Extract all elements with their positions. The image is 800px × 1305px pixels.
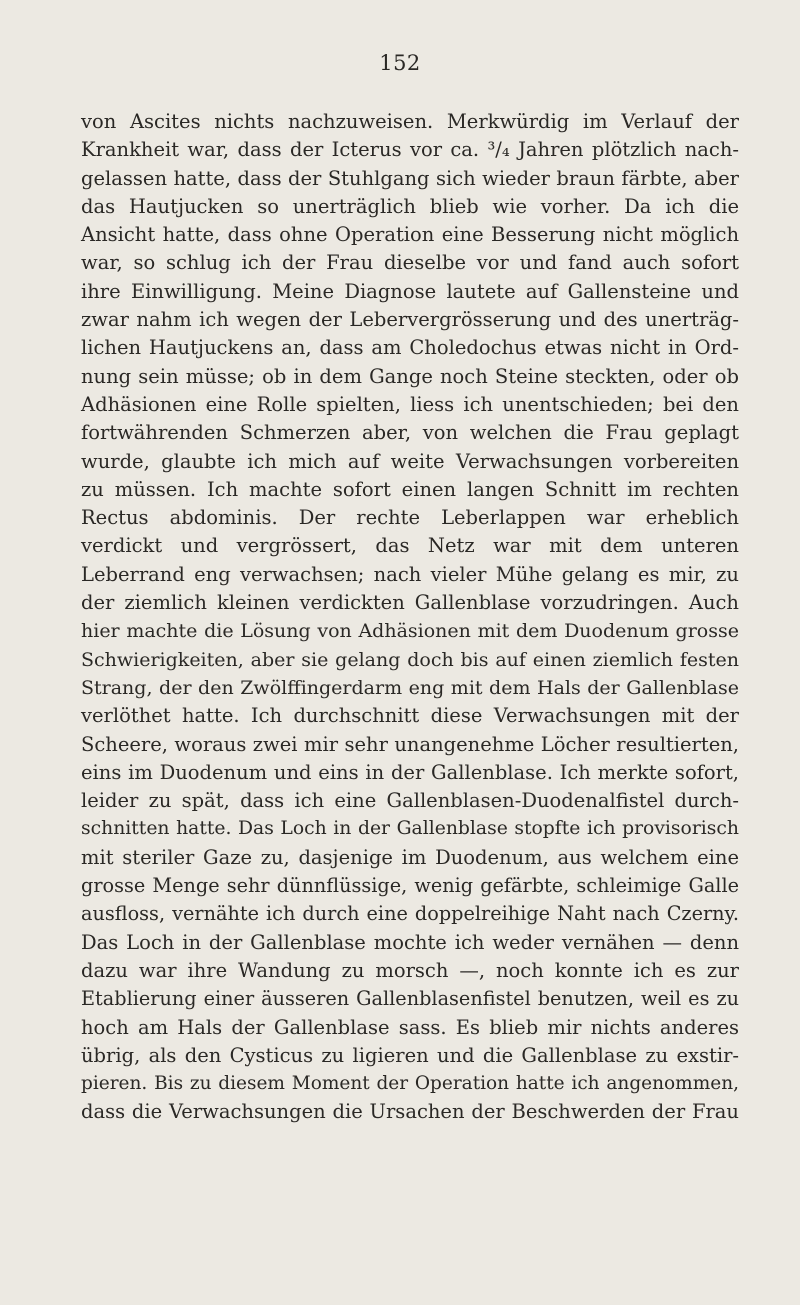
- text-line: Scheere, woraus zwei mir sehr unangenehme Löcher resultierten,: [81, 732, 739, 756]
- text-line: der ziemlich kleinen verdickten Gallenblase vorzudringen. Auch: [81, 591, 739, 615]
- text-line: grosse Menge sehr dünnflüssige, wenig gefärbte, schleimige Galle: [81, 874, 739, 898]
- text-line: Adhäsionen eine Rolle spielten, liess ich unentschieden; bei den: [81, 392, 739, 416]
- text-line: verlöthet hatte. Ich durchschnitt diese Verwachsungen mit der: [81, 704, 739, 728]
- text-line: zwar nahm ich wegen der Lebervergrösserung und des unerträg-: [81, 308, 739, 332]
- text-line: das Hautjucken so unerträglich blieb wie vorher. Da ich die: [81, 194, 739, 218]
- text-line: Das Loch in der Gallenblase mochte ich weder vernähen — denn: [81, 930, 739, 954]
- text-line: übrig, als den Cysticus zu ligieren und die Gallenblase zu exstir-: [81, 1043, 739, 1067]
- text-line: Strang, der den Zwölffingerdarm eng mit dem Hals der Gallenblase: [81, 676, 739, 699]
- page-number: 152: [379, 51, 421, 75]
- text-line: fortwährenden Schmerzen aber, von welchen die Frau geplagt: [81, 421, 739, 445]
- text-line: lichen Hautjuckens an, dass am Choledochus etwas nicht in Ord-: [81, 336, 739, 360]
- text-line: leider zu spät, dass ich eine Gallenblasen-Duodenalfistel durch-: [81, 789, 739, 813]
- text-line: zu müssen. Ich machte sofort einen langen Schnitt im rechten: [81, 477, 739, 501]
- text-line: von Ascites nichts nachzuweisen. Merkwürdig im Verlauf der: [81, 110, 739, 133]
- text-line: dazu war ihre Wandung zu morsch —, noch konnte ich es zur: [81, 958, 739, 982]
- text-line: war, so schlug ich der Frau dieselbe vor und fand auch sofort: [81, 251, 739, 275]
- text-line: wurde, glaubte ich mich auf weite Verwachsungen vorbereiten: [81, 449, 739, 473]
- text-line: Ansicht hatte, dass ohne Operation eine Besserung nicht möglich: [81, 223, 739, 247]
- text-line: Krankheit war, dass der Icterus vor ca. ³/₄ Jahren plötzlich nach-: [81, 138, 739, 162]
- text-line: dass die Verwachsungen die Ursachen der Beschwerden der Frau: [81, 1100, 739, 1124]
- text-line: pieren. Bis zu diesem Moment der Operation hatte ich angenommen,: [81, 1073, 739, 1095]
- body-text: [81, 108, 739, 1127]
- text-line: Etablierung einer äusseren Gallenblasenfistel benutzen, weil es zu: [81, 987, 739, 1011]
- text-line: gelassen hatte, dass der Stuhlgang sich wieder braun färbte, aber: [81, 166, 739, 190]
- text-line: Leberrand eng verwachsen; nach vieler Mühe gelang es mir, zu: [81, 562, 739, 586]
- text-line: ihre Einwilligung. Meine Diagnose lautete auf Gallensteine und: [81, 279, 739, 303]
- text-line: verdickt und vergrössert, das Netz war mit dem unteren: [81, 534, 739, 558]
- text-line: nung sein müsse; ob in dem Gange noch Steine steckten, oder ob: [81, 364, 739, 388]
- text-line: eins im Duodenum und eins in der Gallenblase. Ich merkte sofort,: [81, 760, 739, 784]
- text-line: Schwierigkeiten, aber sie gelang doch bis auf einen ziemlich festen: [81, 648, 739, 671]
- text-line: schnitten hatte. Das Loch in der Gallenblase stopfte ich provisorisch: [81, 818, 739, 840]
- text-line: mit steriler Gaze zu, dasjenige im Duodenum, aus welchem eine: [81, 845, 739, 869]
- text-line: Rectus abdominis. Der rechte Leberlappen war erheblich: [81, 506, 739, 530]
- text-line: ausfloss, vernähte ich durch eine doppelreihige Naht nach Czerny.: [81, 902, 739, 926]
- text-line: hier machte die Lösung von Adhäsionen mit dem Duodenum grosse: [81, 620, 739, 643]
- text-line: hoch am Hals der Gallenblase sass. Es blieb mir nichts anderes: [81, 1015, 739, 1039]
